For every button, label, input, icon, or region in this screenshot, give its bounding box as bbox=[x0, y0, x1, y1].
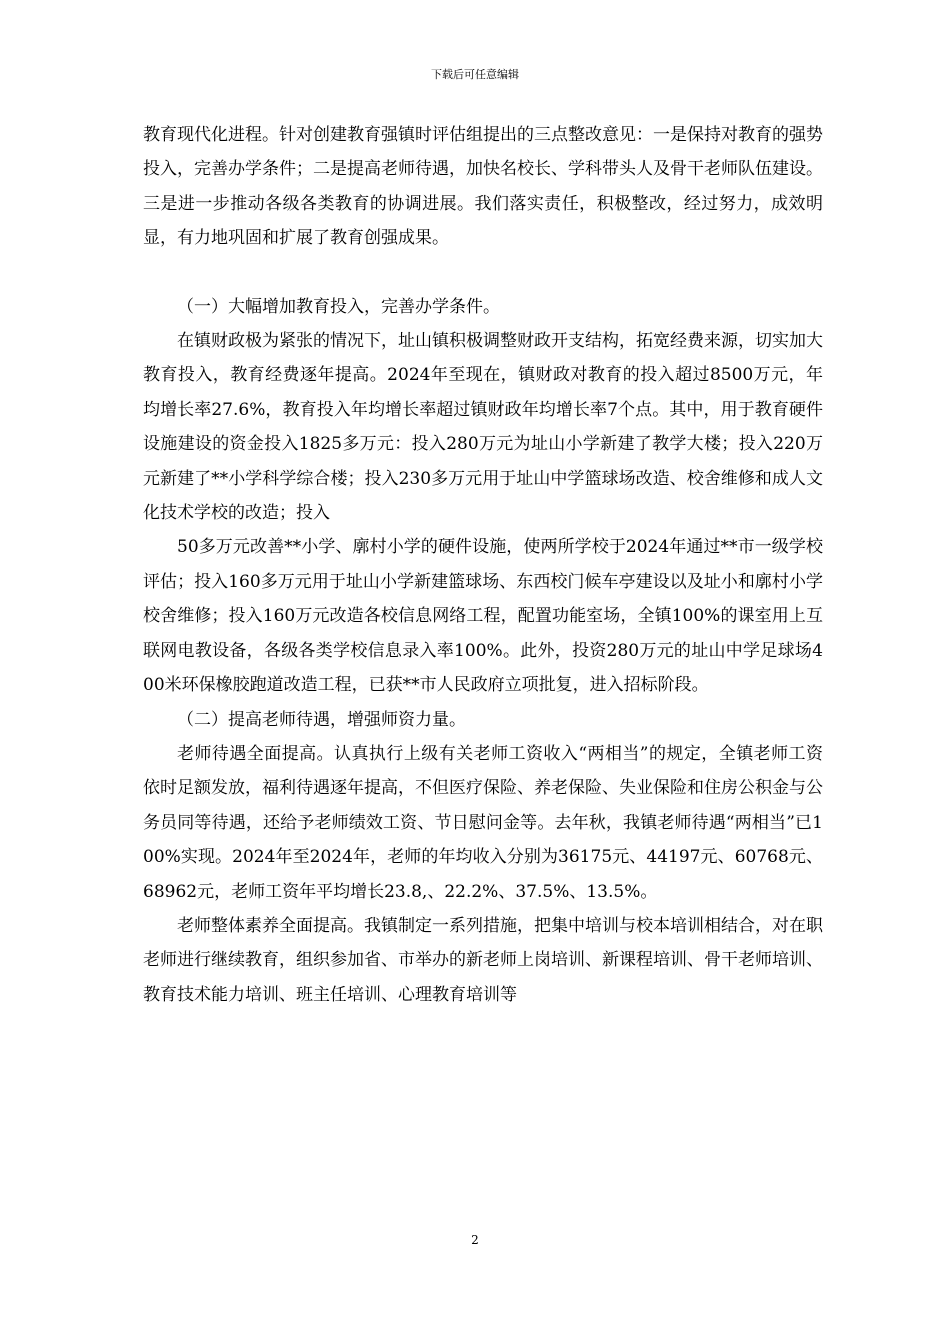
page-number: 2 bbox=[471, 1233, 479, 1247]
section-heading-1: （一）大幅增加教育投入，完善办学条件。 bbox=[177, 296, 500, 317]
page-header: 下载后可任意编辑 bbox=[431, 68, 519, 81]
document-body bbox=[143, 118, 823, 1012]
paragraph-teacher-quality: 老师整体素养全面提高。我镇制定一系列措施，把集中培训与校本培训相结合，对在职老师进行继续教育，组织参加省、市举办的新老师上岗培训、新课程培训、骨干老师培训、教育技术能力培训、班主任培训、心理教育培训等 bbox=[143, 915, 823, 1005]
paragraph-investment-continued: 50多万元改善**小学、廓村小学的硬件设施，使两所学校于2024年通过**市一级学校评估；投入160多万元用于址山小学新建篮球场、东西校门候车亭建设以及址小和廓村小学校舍维修；投入160万元改造各校信息网络工程，配置功能室场，全镇100%的课室用上互联网电教设备，各级各类学校信息录入率100%。此外，投资280万元的址山中学足球场400米环保橡胶跑道改造工程，已获**市人民政府立项批复，进入招标阶段。 bbox=[143, 537, 823, 696]
paragraph-investment: 在镇财政极为紧张的情况下，址山镇积极调整财政开支结构，拓宽经费来源，切实加大教育投入，教育经费逐年提高。2024年至现在，镇财政对教育的投入超过8500万元，年均增长率27.6%，教育投入年均增长率超过镇财政年均增长率7个点。其中，用于教育硬件设施建设的资金投入1825多万元：投入280万元为址山小学新建了教学大楼；投入220万元新建了**小学科学综合楼；投入230多万元用于址山中学篮球场改造、校舍维修和成人文化技术学校的改造；投入 bbox=[143, 331, 823, 524]
section-heading-2: （二）提高老师待遇，增强师资力量。 bbox=[177, 709, 466, 730]
paragraph-teacher-pay: 老师待遇全面提高。认真执行上级有关老师工资收入“两相当”的规定，全镇老师工资依时足额发放，福利待遇逐年提高，不但医疗保险、养老保险、失业保险和住房公积金与公务员同等待遇，还给予老师绩效工资、节日慰问金等。去年秋，我镇老师待遇“两相当”已100%实现。2024年至2024年，老师的年均收入分别为36175元、44197元、60768元、68962元，老师工资年平均增长23.8,、22.2%、37.5%、13.5%。 bbox=[143, 743, 823, 902]
paragraph-continuation: 教育现代化进程。针对创建教育强镇时评估组提出的三点整改意见：一是保持对教育的强势投入，完善办学条件；二是提高老师待遇，加快名校长、学科带头人及骨干老师队伍建设。三是进一步推动各级各类教育的协调进展。我们落实责任，积极整改，经过努力，成效明显，有力地巩固和扩展了教育创强成果。 bbox=[143, 125, 823, 249]
